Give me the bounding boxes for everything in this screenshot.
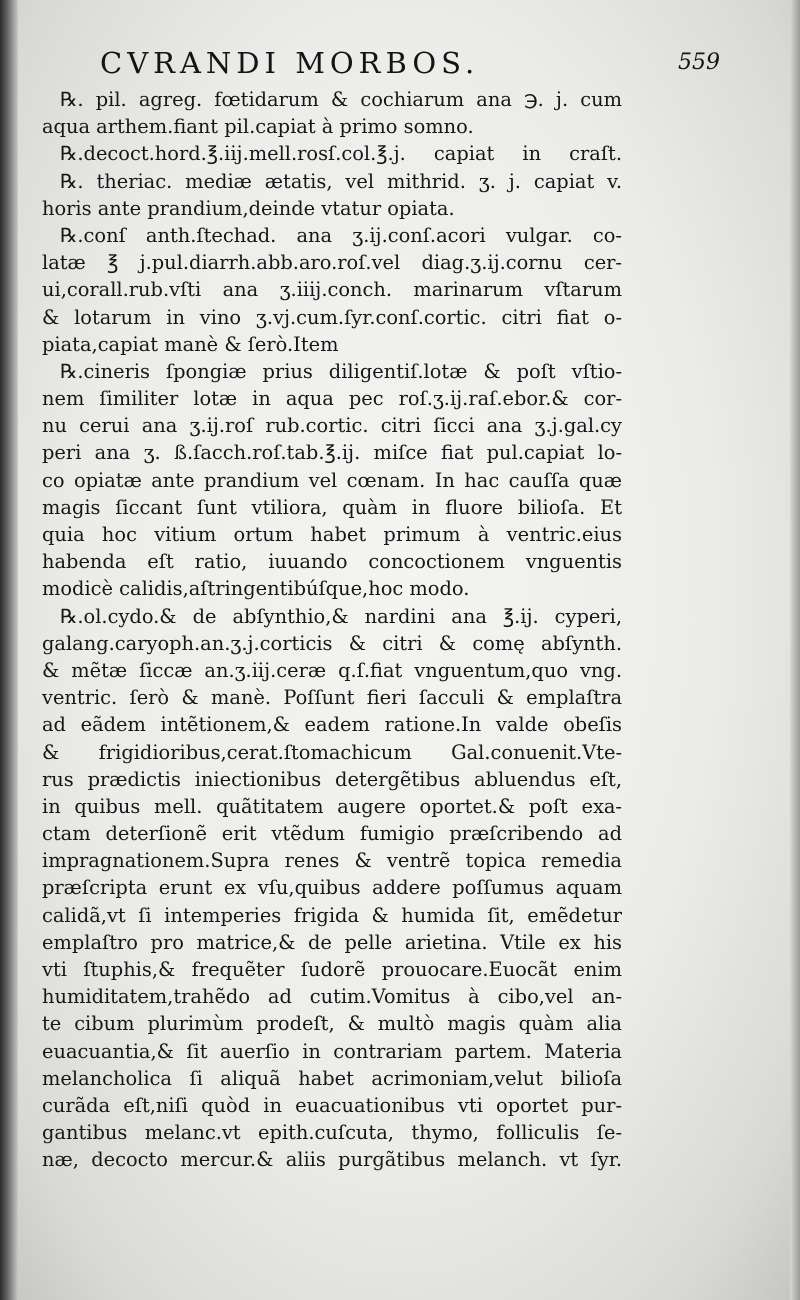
text-line: galang.caryoph.an.ʒ.j.corticis & citri & comę abſynth.	[42, 631, 622, 655]
text-line: vti ſtuphis,& frequẽter ſudorẽ prouocare.Euocãt enim	[42, 958, 622, 981]
text-line: impragnationem.Supra renes & ventrẽ topica remedia	[42, 849, 622, 873]
text-line: humiditatem,trahẽdo ad cutim.Vomitus à cibo,vel an-	[42, 985, 622, 1009]
page-edge	[790, 0, 800, 1300]
text-line: & lotarum in vino ʒ.vj.cum.ſyr.conſ.cortic. citri fiat o-	[42, 305, 622, 329]
text-line: horis ante prandium,deinde vtatur opiata.	[42, 196, 455, 220]
text-line: co opiatæ ante prandium vel cœnam. In hac cauſſa quæ	[42, 468, 622, 492]
text-line: ad eãdem intẽtionem,& eadem ratione.In valde obeſis	[42, 713, 622, 737]
text-line: ctam deterſionẽ erit vtẽdum fumigio præſcribendo ad	[42, 822, 622, 846]
running-head: CVRANDI MORBOS.	[100, 46, 480, 80]
text-line: ui,corall.rub.vſti ana ʒ.iiij.conch. marinarum vſtarum	[42, 278, 622, 302]
text-line: & frigidioribus,cerat.ſtomachicum Gal.conuenit.Vte-	[42, 740, 622, 764]
text-line: nu cerui ana ʒ.ij.roſ rub.cortic. citri ſicci ana ʒ.j.gal.cy	[42, 414, 622, 438]
text-line: habenda eſt ratio, iuuando concoctionem vnguentis	[42, 550, 622, 574]
text-line: quia hoc vitium ortum habet primum à ventric.eius	[42, 523, 622, 546]
text-line: ℞.conſ anth.ſtechad. ana ʒ.ij.conſ.acori vulgar. co-	[60, 223, 622, 247]
text-line: modicè calidis,aſtringentibúſque,hoc modo.	[42, 577, 470, 601]
text-line: piata,capiat manè & ſerò.Item	[42, 332, 339, 356]
text-line: magis ſiccant ſunt vtiliora, quàm in fluore bilioſa. Et	[42, 495, 622, 519]
text-line: ℞. pil. agreg. fœtidarum & cochiarum ana ℈. j. cum	[60, 88, 622, 111]
text-line: melancholica ſi aliquã habet acrimoniam,velut bilioſa	[42, 1066, 622, 1090]
text-line: ℞.ol.cydo.& de abſynthio,& nardini ana ℥.ij. cyperi,	[60, 604, 622, 628]
text-line: & mẽtæ ſiccæ an.ʒ.iij.ceræ q.ſ.fiat vnguentum,quo vng.	[42, 658, 622, 682]
text-line: ventric. ſerò & manè. Poſſunt fieri ſacculi & emplaſtra	[42, 686, 622, 710]
page-header	[100, 46, 720, 86]
text-line: nem ſimiliter lotæ in aqua pec roſ.ʒ.ij.raſ.ebor.& cor-	[42, 387, 622, 411]
text-line: næ, decocto mercur.& aliis purgãtibus melanch. vt ſyr.	[42, 1148, 622, 1172]
text-line: te cibum plurimùm prodeſt, & multò magis quàm alia	[42, 1012, 622, 1036]
text-line: ℞.cineris ſpongiæ prius diligentiſ.lotæ & poſt vſtio-	[60, 359, 622, 383]
text-line: calidã,vt ſi intemperies frigida & humida ſit, emẽdetur	[42, 903, 622, 927]
text-line: euacuantia,& ſit auerſio in contrariam partem. Materia	[42, 1039, 622, 1063]
page-number: 559	[678, 50, 720, 75]
text-line: aqua arthem.fiant pil.capiat à primo somno.	[42, 115, 474, 139]
text-line: præſcripta erunt ex vſu,quibus addere poſſumus aquam	[42, 876, 622, 900]
text-line: latæ ℥ j.pul.diarrh.abb.aro.roſ.vel diag.ʒ.ij.cornu cer-	[42, 251, 622, 275]
text-line: rus prædictis iniectionibus detergẽtibus abluendus eſt,	[42, 767, 622, 791]
text-line: ℞. theriac. mediæ ætatis, vel mithrid. ʒ. j. capiat v.	[60, 169, 622, 193]
text-line: in quibus mell. quãtitatem augere oportet.& poſt exa-	[42, 794, 622, 818]
text-line: curãda eſt,niſi quòd in euacuationibus vti oportet pur-	[42, 1093, 622, 1117]
text-line: gantibus melanc.vt epith.cuſcuta, thymo, folliculis ſe-	[42, 1121, 622, 1145]
text-line: emplaſtro pro matrice,& de pelle arietina. Vtile ex his	[42, 930, 622, 954]
body-text	[42, 86, 622, 1174]
binding-shadow	[0, 0, 18, 1300]
text-line: peri ana ʒ. ß.ſacch.roſ.tab.℥.ij. miſce fiat pul.capiat lo-	[42, 441, 622, 465]
text-line: ℞.decoct.hord.℥.iij.mell.rosſ.col.℥.j. capiat in craſt.	[60, 142, 622, 166]
